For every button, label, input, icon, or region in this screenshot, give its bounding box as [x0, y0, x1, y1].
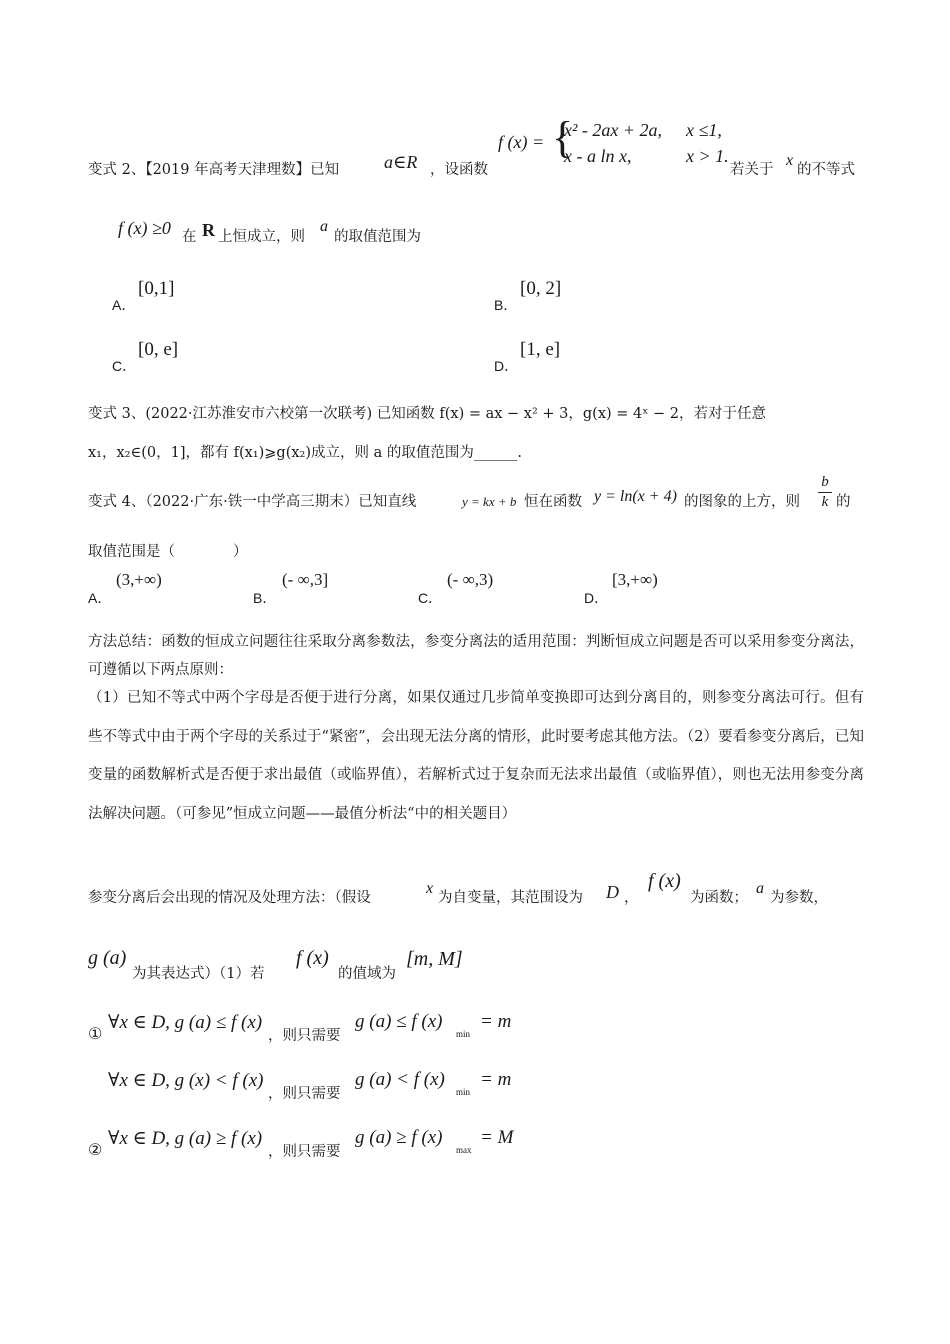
v4-prefix: 变式 4、（2022·广东·铁一中学高三期末）已知直线: [88, 494, 417, 510]
v4-option-d-label: D．: [584, 590, 609, 606]
v2-option-c-label: C．: [112, 358, 137, 374]
v4-option-b-value: (- ∞,3]: [282, 570, 329, 589]
v2-option-b-label: B．: [494, 297, 518, 313]
params-t7: 的值域为: [338, 966, 396, 982]
rule-2-rhs: = M: [480, 1127, 514, 1148]
v2-line2-a: a: [320, 218, 328, 235]
v2-option-a-value: [0,1]: [138, 278, 175, 299]
v2-option-d-label: D．: [494, 358, 519, 374]
summary-p1: 方法总结：函数的恒成立问题往往采取分离参数法，参变分离法的适用范围：判断恒成立问题是否可以采用参变分离法，可遵循以下两点原则：: [88, 634, 864, 678]
rule-1b-rhs: = m: [480, 1069, 512, 1090]
rule-2-marker: ②: [88, 1140, 103, 1159]
rule-1b-text: ，则只需要: [268, 1086, 341, 1102]
v2-line2-R: R: [202, 220, 215, 240]
v2-fx-lhs: f (x) =: [498, 132, 545, 152]
params-ga: g (a): [88, 947, 127, 969]
v4-tail: 的: [836, 494, 851, 510]
rule-1-text: ，则只需要: [268, 1028, 341, 1044]
v2-suffix-pre: 若关于: [730, 162, 774, 178]
v2-line2-mid1: 在: [182, 229, 197, 245]
v2-suffix-post: 的不等式: [797, 162, 855, 178]
rule-1b-sub: min: [456, 1087, 471, 1097]
v3-line2: x₁，x₂∈(0，1]，都有 f(x₁)⩾g(x₂)成立，则 a 的取值范围为______.: [88, 445, 522, 461]
v2-option-b-value: [0, 2]: [520, 278, 562, 299]
v4-option-a-label: A．: [88, 590, 112, 606]
rule-2-sub: max: [456, 1145, 472, 1155]
v4-frac-num: b: [821, 474, 829, 490]
v2-line2-ineq: f (x) ≥0: [118, 218, 171, 238]
v4-frac-bar: [818, 492, 832, 493]
rule-2-cond: ∀x ∈ D, g (a) ≥ f (x): [108, 1128, 263, 1149]
v4-line2: 取值范围是（ ）: [88, 544, 248, 560]
v4-fraction: [818, 474, 832, 511]
v4-option-c-label: C．: [418, 590, 443, 606]
params-fx2: f (x): [296, 947, 329, 969]
v2-prefix: 变式 2、【2019 年高考天津理数】已知: [88, 162, 340, 178]
params-t3: ，: [624, 890, 639, 906]
rule-1-cond: ∀x ∈ D, g (a) ≤ f (x): [108, 1012, 263, 1033]
v2-option-a-label: A．: [112, 297, 136, 313]
v2-option-c-value: [0, e]: [138, 339, 179, 360]
v3-line1: 变式 3、(2022·江苏淮安市六校第一次联考) 已知函数 f(x) = ax − x² + 3，g(x) = 4ˣ − 2，若对于任意: [88, 406, 766, 422]
rule-2-text: ，则只需要: [268, 1144, 341, 1160]
v4-option-b-label: B．: [253, 590, 277, 606]
v2-option-d-value: [1, e]: [520, 339, 561, 360]
v2-a-in-R: a∈R: [384, 152, 418, 172]
v2-suffix-var: x: [786, 152, 794, 169]
piecewise-brace: {: [552, 113, 574, 162]
params-t4: 为函数；: [690, 890, 748, 906]
v2-case2-expr: x - a ln x,: [564, 146, 632, 166]
v2-mid: ，设函数: [430, 162, 488, 178]
v4-mid: 恒在函数: [524, 494, 582, 510]
v4-end: 的图象的上方，则: [684, 494, 800, 510]
v4-option-c-value: (- ∞,3): [447, 570, 494, 589]
rule-1b-result: g (a) < f (x): [355, 1069, 445, 1090]
params-t5: 为参数，: [770, 890, 828, 906]
v2-case1-expr: x² - 2ax + 2a,: [564, 120, 663, 140]
rule-1-sub: min: [456, 1029, 471, 1039]
rule-1-rhs: = m: [480, 1011, 512, 1032]
params-x: x: [426, 880, 434, 897]
v4-frac-den: k: [821, 494, 829, 510]
v2-line2-end: 的取值范围为: [334, 229, 421, 245]
params-D: D: [606, 882, 619, 902]
rule-1b-cond: ∀x ∈ D, g (x) < f (x): [108, 1070, 264, 1091]
params-t2: 为自变量，其范围设为: [438, 890, 583, 906]
v2-line2-mid2: 上恒成立，则: [218, 229, 305, 245]
params-t1: 参变分离后会出现的情况及处理方法：（假设: [88, 890, 371, 906]
rule-1-result: g (a) ≤ f (x): [355, 1011, 443, 1032]
rule-1-marker: ①: [88, 1024, 103, 1043]
v4-func: y = ln(x + 4): [594, 488, 677, 505]
v4-line-eq: y = kx + b: [462, 494, 517, 509]
params-fx: f (x): [648, 870, 681, 892]
params-a: a: [756, 880, 764, 897]
v4-option-a-value: (3,+∞): [116, 570, 162, 589]
summary-p2: （1）已知不等式中两个字母是否便于进行分离，如果仅通过几步简单变换即可达到分离目的，则参变分离法可行。但有些不等式中由于两个字母的关系过于“紧密”，会出现无法分离的情形，此时要考虑其他方法。（2）要看参变分离后，已知变量的函数解析式是否便于求出最值（或临界值），若解析式过于复杂而无法求出最值（或临界值），则也无法用参变分离法解决问题。（可参见”恒成立问题——最值分析法“中的相关题目）: [88, 690, 864, 822]
params-range: [m, M]: [406, 948, 463, 970]
v2-case2-cond: x > 1.: [686, 146, 729, 166]
params-t6: 为其表达式）（1）若: [132, 966, 265, 982]
rule-2-result: g (a) ≥ f (x): [355, 1127, 443, 1148]
v4-option-d-value: [3,+∞): [612, 570, 658, 589]
v2-case1-cond: x ≤1,: [686, 120, 722, 140]
